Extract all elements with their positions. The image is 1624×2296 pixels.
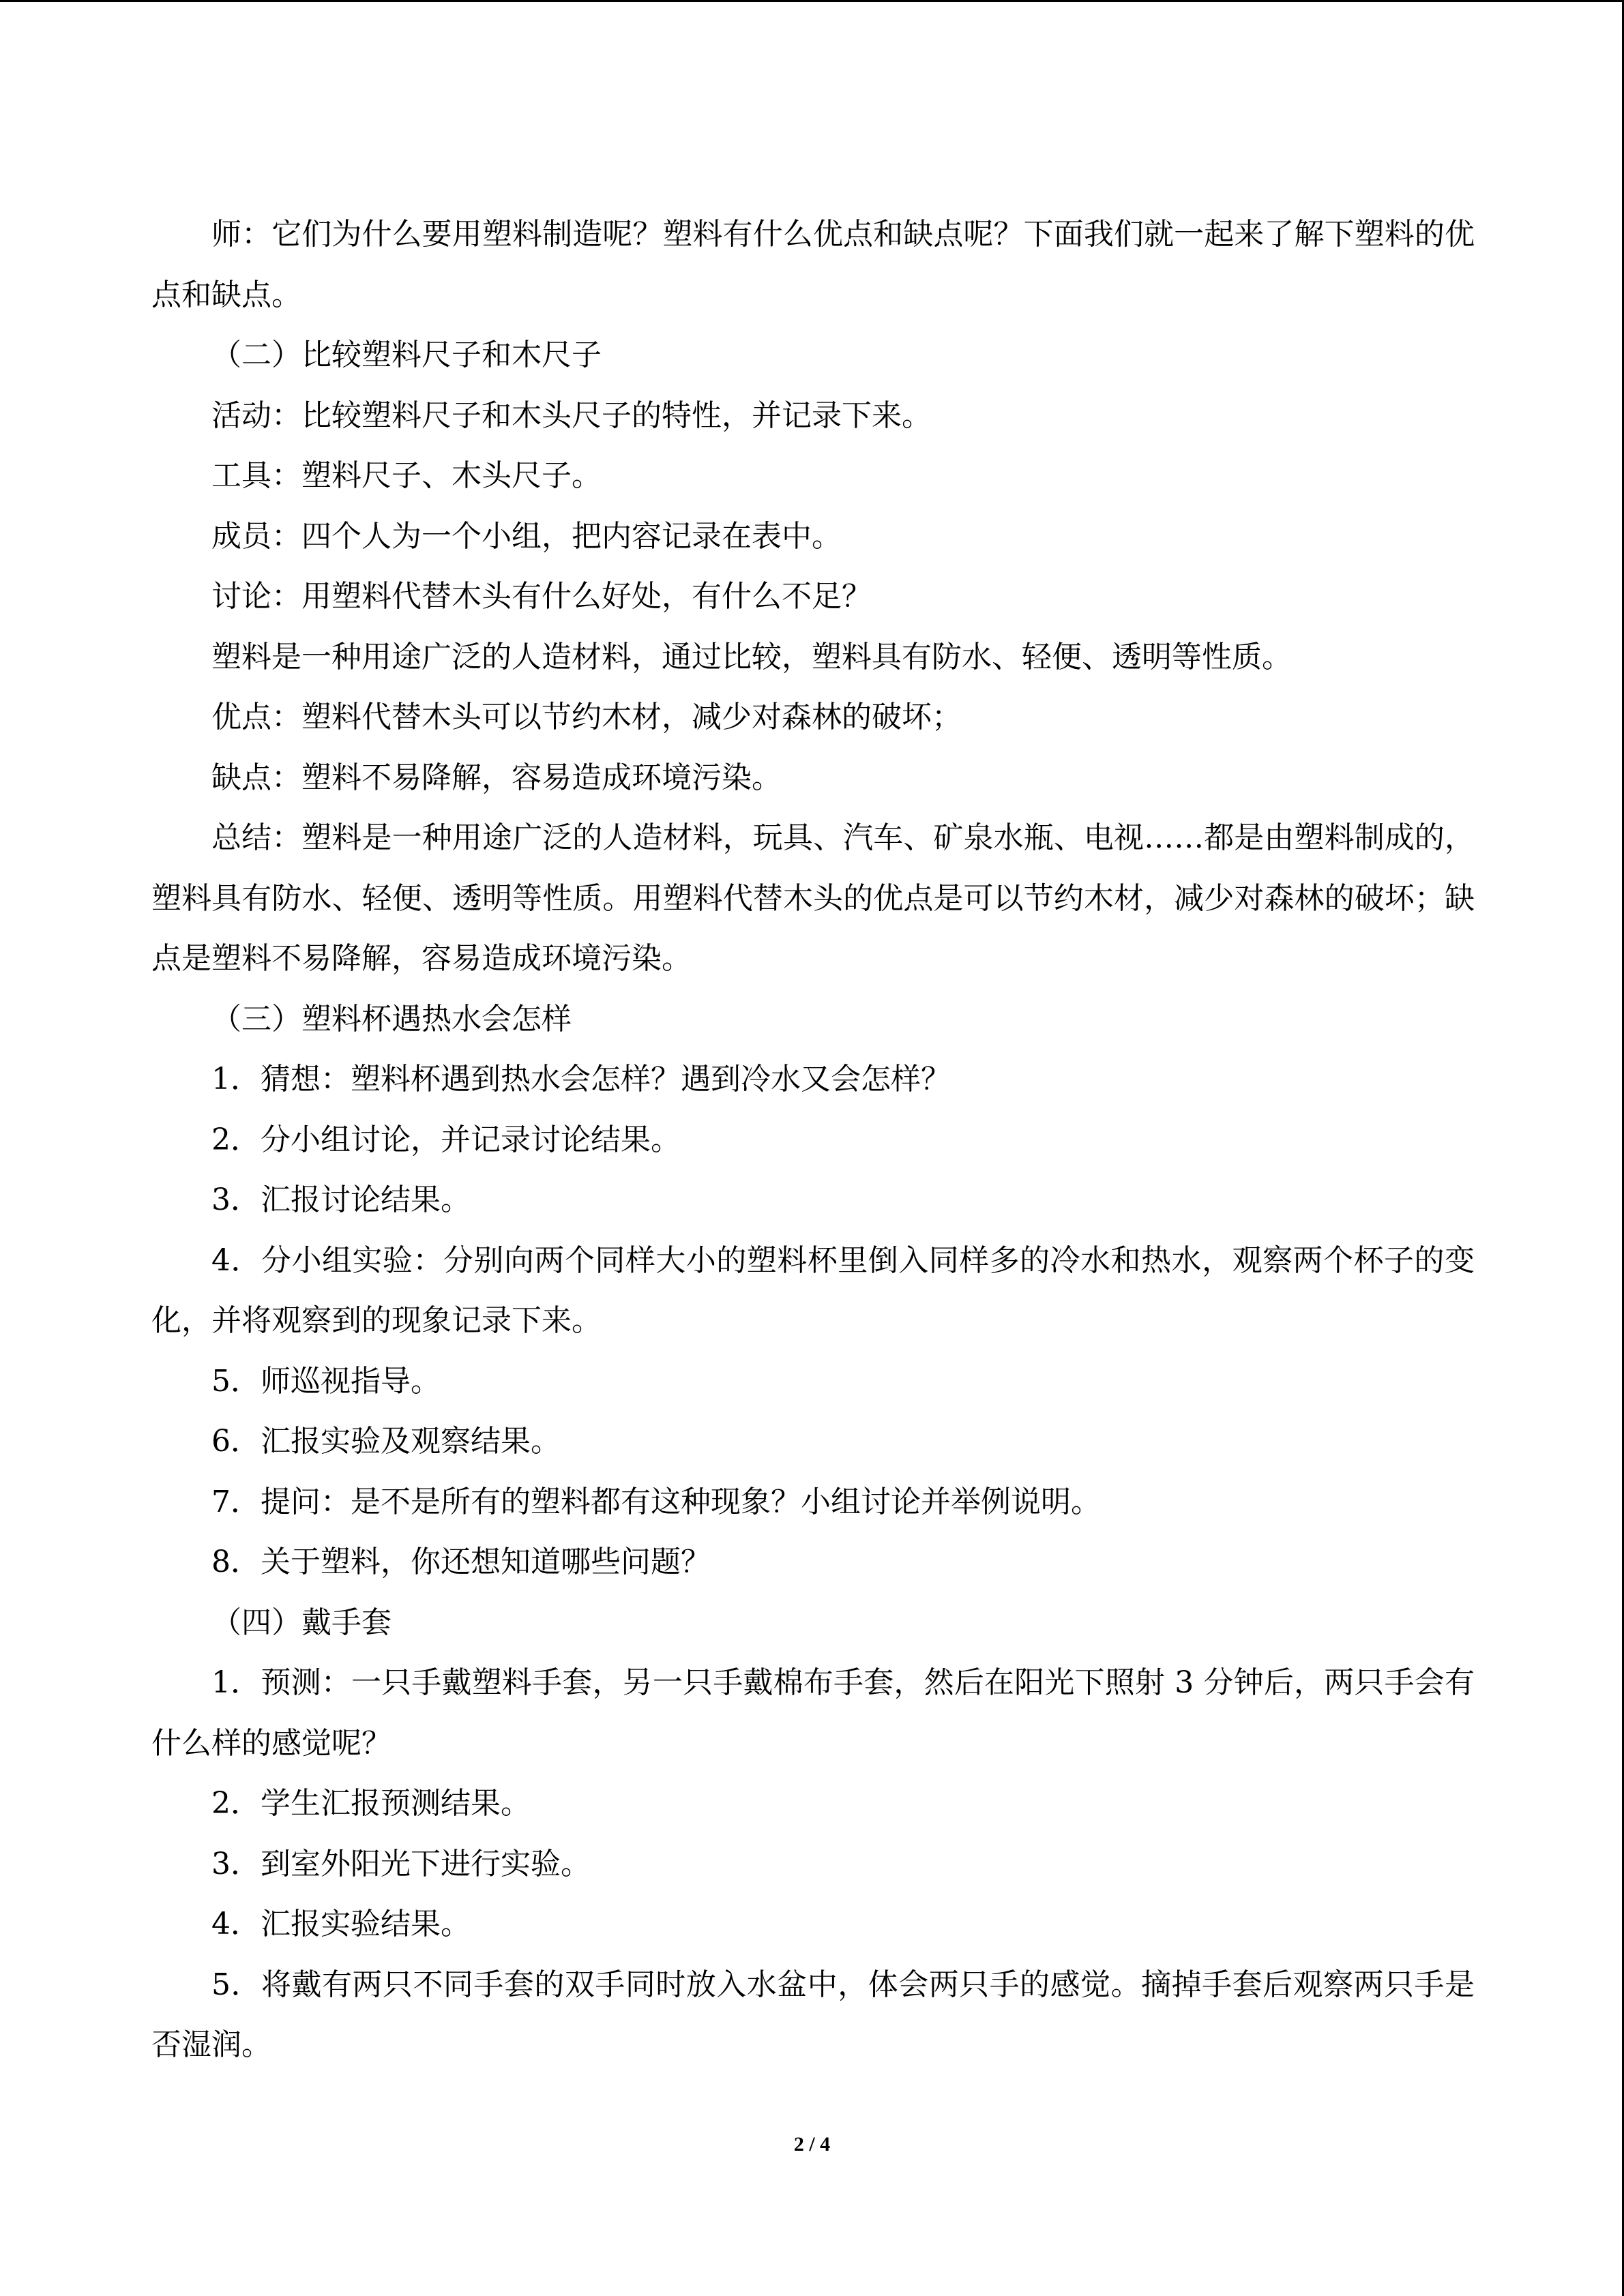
section-heading: （二）比较塑料尺子和木尺子 [211,338,602,372]
paragraph: 讨论：用塑料代替木头有什么好处，有什么不足？ [211,579,872,614]
list-item: 4．汇报实验结果。 [211,1907,471,1941]
list-item: 8．关于塑料，你还想知道哪些问题？ [211,1545,711,1579]
paragraph: 活动：比较塑料尺子和木头尺子的特性，并记录下来。 [211,398,932,433]
document-body [151,205,1475,2076]
paragraph: 工具：塑料尺子、木头尺子。 [211,458,602,493]
list-item: 5．将戴有两只不同手套的双手同时放入水盆中，体会两只手的感觉。摘掉手套后观察两只手是否湿润。 [151,1967,1475,2062]
list-item: 2．分小组讨论，并记录讨论结果。 [211,1122,681,1157]
list-item: 3．汇报讨论结果。 [211,1182,471,1217]
section-heading: （三）塑料杯遇热水会怎样 [211,1001,572,1037]
paragraph: 塑料是一种用途广泛的人造材料，通过比较，塑料具有防水、轻便、透明等性质。 [211,639,1292,674]
list-item: 5．师巡视指导。 [211,1363,441,1399]
list-item: 2．学生汇报预测结果。 [211,1786,531,1821]
page-border-top [0,0,1624,2]
paragraph: 缺点：塑料不易降解，容易造成环境污染。 [211,760,782,795]
paragraph: 总结：塑料是一种用途广泛的人造材料，玩具、汽车、矿泉水瓶、电视……都是由塑料制成的，塑料具有防水、轻便、透明等性质。用塑料代替木头的优点是可以节约木材，减少对森林的破坏；缺点是塑料不易降解，容易造成环境污染。 [151,820,1475,976]
paragraph: 优点：塑料代替木头可以节约木材，减少对森林的破坏； [211,700,962,734]
paragraph: 师：它们为什么要用塑料制造呢？塑料有什么优点和缺点呢？下面我们就一起来了解下塑料的优点和缺点。 [151,217,1475,312]
list-item: 3．到室外阳光下进行实验。 [211,1846,591,1881]
list-item: 1．预测：一只手戴塑料手套，另一只手戴棉布手套，然后在阳光下照射 3 分钟后，两只手会有什么样的感觉呢？ [151,1665,1475,1761]
list-item: 1．猜想：塑料杯遇到热水会怎样？遇到冷水又会怎样？ [211,1062,951,1097]
paragraph: 成员：四个人为一个小组，把内容记录在表中。 [211,518,842,554]
list-item: 4．分小组实验：分别向两个同样大小的塑料杯里倒入同样多的冷水和热水，观察两个杯子的变化，并将观察到的现象记录下来。 [151,1242,1475,1338]
section-heading: （四）戴手套 [211,1605,392,1640]
list-item: 6．汇报实验及观察结果。 [211,1424,561,1459]
list-item: 7．提问：是不是所有的塑料都有这种现象？小组讨论并举例说明。 [211,1484,1101,1519]
page-number: 2 / 4 [793,2133,831,2156]
